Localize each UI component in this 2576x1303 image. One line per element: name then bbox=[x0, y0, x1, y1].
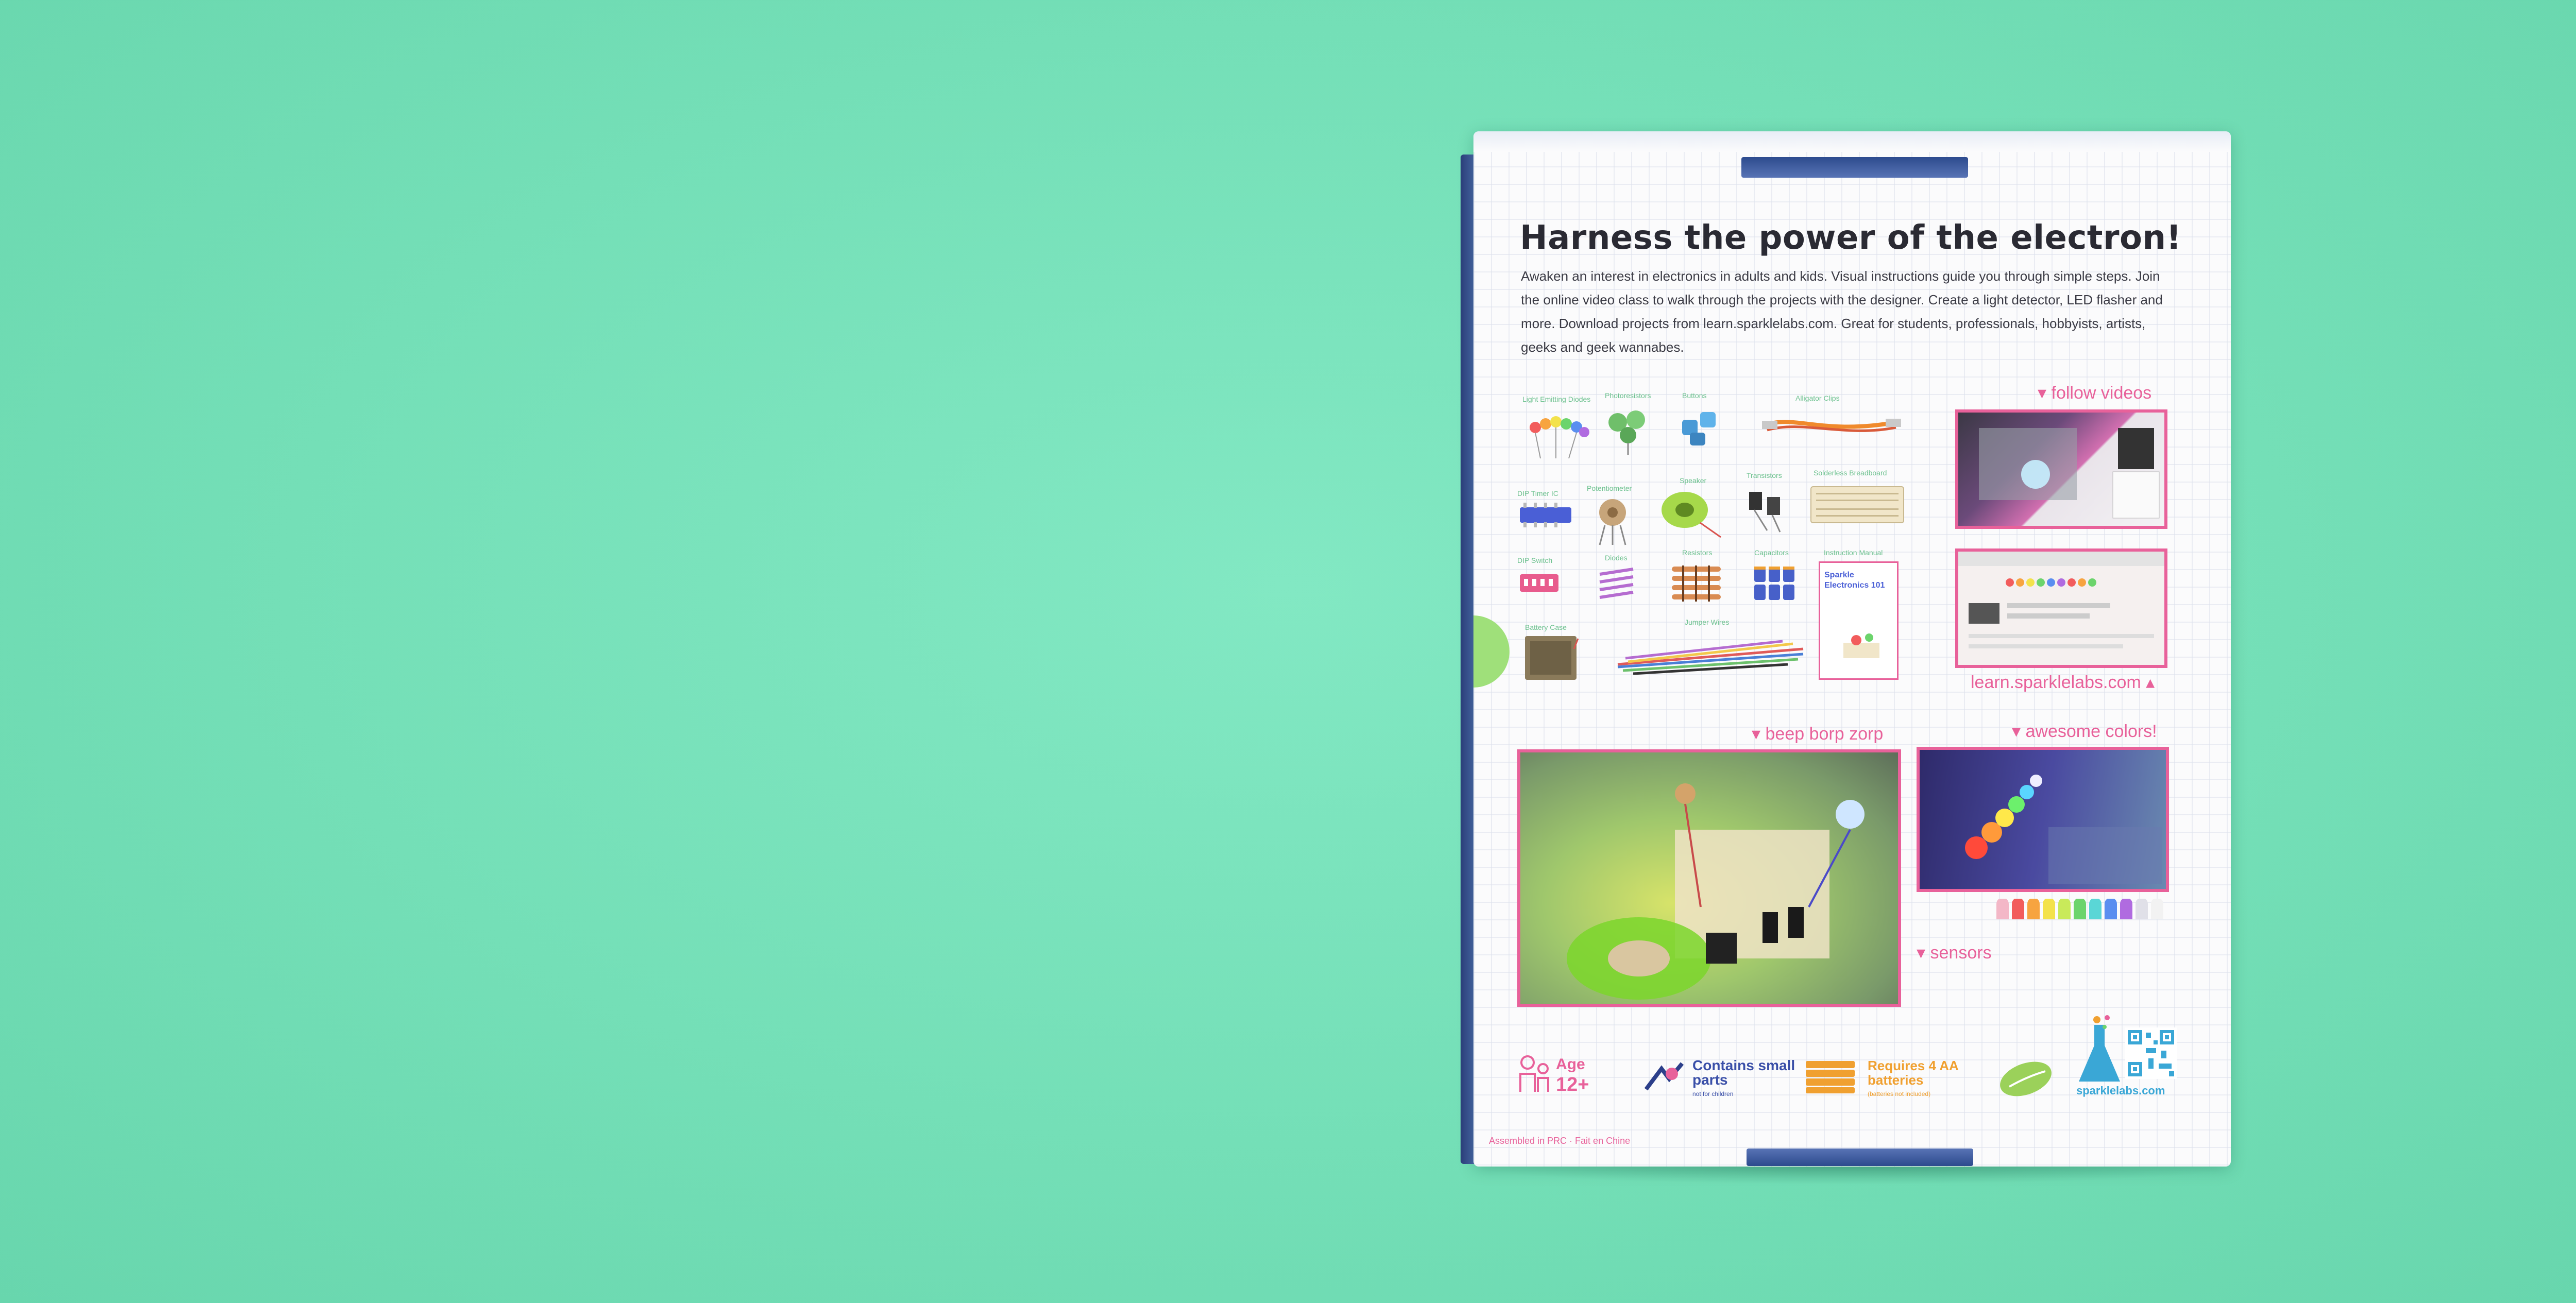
diode-icon bbox=[1592, 564, 1643, 605]
caption-sensors-text: sensors bbox=[1930, 943, 1992, 963]
bullet-icon: ▾ bbox=[2038, 383, 2052, 403]
kit-label-alligator-clips: Alligator Clips bbox=[1795, 394, 1840, 402]
caption-awesome-colors-text: awesome colors! bbox=[2025, 722, 2157, 741]
video-thumbnail[interactable] bbox=[1955, 409, 2167, 529]
age-label: Age bbox=[1556, 1056, 1585, 1073]
ic-chip-icon bbox=[1517, 500, 1574, 530]
assembly-footnote: Assembled in PRC · Fait en Chine bbox=[1489, 1136, 1631, 1146]
manual-icon bbox=[1819, 561, 1899, 680]
kit-label-capacitors: Capacitors bbox=[1754, 548, 1789, 557]
circuit-photo bbox=[1517, 749, 1901, 1007]
alligator-clip-icon bbox=[1762, 409, 1901, 440]
website-screenshot[interactable] bbox=[1955, 548, 2167, 668]
kit-label-resistors: Resistors bbox=[1682, 548, 1713, 557]
caption-sensors bbox=[1917, 942, 1992, 963]
kit-label-photoresistors: Photoresistors bbox=[1605, 391, 1651, 400]
small-parts-text: Contains small parts bbox=[1692, 1057, 1795, 1088]
potentiometer-icon bbox=[1584, 494, 1641, 546]
bullet-icon: ▾ bbox=[1752, 724, 1766, 744]
kit-label-leds: Light Emitting Diodes bbox=[1522, 395, 1591, 403]
breadboard-icon bbox=[1808, 482, 1906, 528]
resistor-icon bbox=[1667, 561, 1728, 608]
transistor-icon bbox=[1739, 482, 1790, 533]
box-headline: Harness the power of the electron! bbox=[1520, 219, 2182, 257]
caption-beep-borp-zorp bbox=[1752, 724, 1883, 744]
caption-awesome-colors bbox=[2012, 721, 2157, 742]
age-figures-icon bbox=[1517, 1053, 1553, 1094]
speaker-icon bbox=[1656, 487, 1723, 538]
small-parts-note: not for children bbox=[1692, 1090, 1734, 1098]
kit-label-jumper-wires: Jumper Wires bbox=[1685, 618, 1730, 626]
battery-case-icon bbox=[1522, 633, 1579, 682]
kit-label-diodes: Diodes bbox=[1605, 554, 1628, 562]
button-icon bbox=[1674, 404, 1726, 451]
kit-label-potentiometer: Potentiometer bbox=[1587, 484, 1632, 492]
led-colors-photo bbox=[1917, 747, 2169, 892]
brand-url[interactable]: sparklelabs.com bbox=[2076, 1084, 2165, 1097]
eco-leaf-icon bbox=[1996, 1058, 2056, 1100]
batteries-text: Requires 4 AA batteries bbox=[1868, 1058, 1958, 1088]
capacitor-icon bbox=[1749, 561, 1801, 608]
caption-follow-videos-text: follow videos bbox=[2051, 383, 2152, 403]
kit-label-battery-case: Battery Case bbox=[1525, 623, 1567, 631]
dip-switch-icon bbox=[1515, 567, 1566, 597]
kit-label-dip-timer: DIP Timer IC bbox=[1517, 489, 1558, 498]
box-top-tab bbox=[1741, 157, 1968, 178]
kit-label-breadboard: Solderless Breadboard bbox=[1814, 469, 1887, 477]
kit-label-transistors: Transistors bbox=[1747, 471, 1782, 479]
manual-cover-circuit-icon bbox=[1841, 625, 1882, 666]
led-icon bbox=[1525, 409, 1592, 461]
kit-label-dip-switch: DIP Switch bbox=[1517, 556, 1553, 564]
video-scene-icon bbox=[1958, 413, 2164, 526]
caption-follow-videos bbox=[2038, 383, 2151, 403]
battery-icon bbox=[1803, 1058, 1862, 1094]
arrow-up-icon: ▴ bbox=[2141, 673, 2155, 692]
kit-label-buttons: Buttons bbox=[1682, 391, 1707, 400]
bullet-icon: ▾ bbox=[2012, 722, 2026, 741]
side-hang-tab bbox=[1473, 615, 1510, 688]
box-bottom-tab bbox=[1747, 1148, 1973, 1166]
flask-logo-icon bbox=[2076, 1015, 2123, 1092]
bullet-icon: ▾ bbox=[1917, 943, 1930, 963]
kit-label-manual: Instruction Manual bbox=[1824, 548, 1883, 557]
age-value: 12+ bbox=[1556, 1074, 1589, 1095]
kit-label-speaker: Speaker bbox=[1680, 476, 1707, 485]
caption-learn-url[interactable] bbox=[1971, 672, 2155, 693]
box-description: Awaken an interest in electronics in adults and kids. Visual instructions guide you through simple steps. Join the online video class to walk through the projects with the designer. Create a light detector, LED flasher and more. Download projects from learn.sparklelabs.com. Great for students, professionals, hobbyists, artists, geeks and geek wannabes. bbox=[1521, 268, 2163, 355]
box-top-strip bbox=[1473, 131, 2231, 152]
qr-code-icon[interactable] bbox=[2125, 1027, 2177, 1079]
circuit-scene-icon bbox=[1520, 752, 1899, 1005]
photoresistor-icon bbox=[1605, 404, 1656, 456]
caption-learn-url-text: learn.sparklelabs.com bbox=[1971, 673, 2141, 692]
jumper-wire-icon bbox=[1613, 633, 1808, 680]
batteries-note: (batteries not included) bbox=[1868, 1090, 1931, 1098]
caption-beep-text: beep borp zorp bbox=[1765, 724, 1884, 744]
website-layout-icon bbox=[1958, 552, 2164, 665]
led-rainbow-scene-icon bbox=[1920, 750, 2167, 890]
manual-title: Sparkle Electronics 101 bbox=[1824, 571, 1885, 590]
small-parts-warning-icon bbox=[1641, 1058, 1687, 1094]
product-box-back bbox=[1473, 131, 2231, 1167]
led-row-icon bbox=[1991, 899, 2172, 924]
